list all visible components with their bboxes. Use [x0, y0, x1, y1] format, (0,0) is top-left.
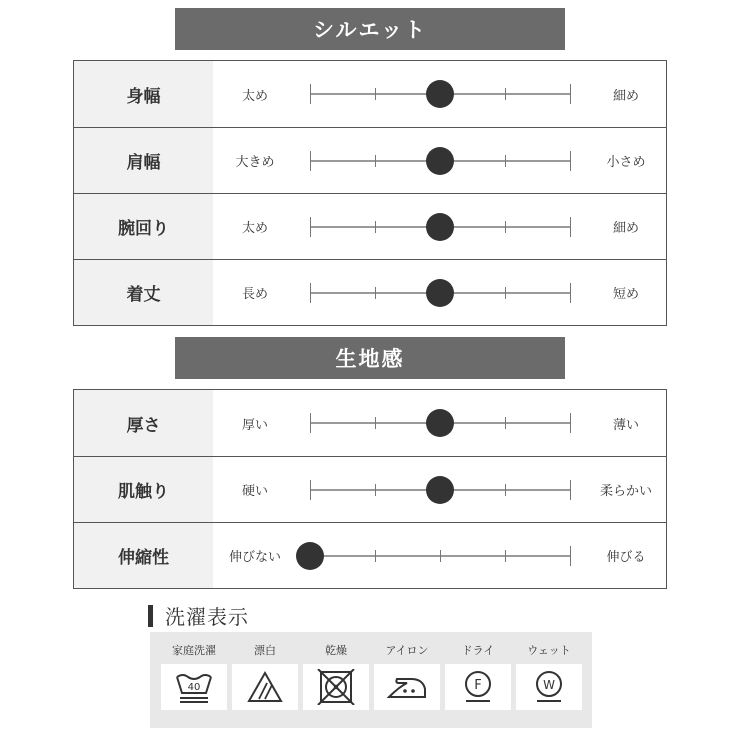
- care-label: アイロン: [385, 644, 429, 657]
- fabric-header: [175, 337, 565, 379]
- care-title-bar: [148, 605, 153, 627]
- care-item: [516, 632, 582, 728]
- scale-indicator: [296, 542, 324, 570]
- row-label: 伸縮性: [74, 523, 213, 588]
- care-title: [148, 601, 249, 630]
- scale-tick: [375, 88, 376, 100]
- scale-tick: [375, 287, 376, 299]
- scale-tick: [570, 283, 571, 303]
- bleach-icon: [232, 664, 298, 710]
- scale-tick: [570, 413, 571, 433]
- scale-tick: [505, 287, 506, 299]
- svg-text:W: W: [543, 678, 555, 692]
- left-scale-label: 太め: [241, 221, 268, 236]
- care-label: ウェット: [527, 644, 571, 657]
- silhouette-header: [175, 8, 565, 50]
- right-scale-label: 柔らかい: [599, 484, 652, 499]
- care-title-text: 洗濯表示: [165, 605, 249, 629]
- row-label: 腕回り: [74, 194, 213, 259]
- right-scale-label: 細め: [612, 88, 639, 104]
- scale-tick: [375, 155, 376, 167]
- care-box: [150, 632, 592, 728]
- scale-tick: [505, 155, 506, 167]
- scale-row: [74, 193, 666, 259]
- scale-indicator: [426, 147, 454, 175]
- care-item: [161, 632, 227, 728]
- scale-tick: [375, 550, 376, 562]
- scale-row: [74, 390, 666, 456]
- scale-tick: [570, 151, 571, 171]
- right-scale-label: 細め: [612, 221, 639, 236]
- right-scale-label: 伸びる: [606, 550, 646, 565]
- care-label: 乾燥: [325, 644, 347, 657]
- scale-indicator: [426, 409, 454, 437]
- silhouette-title: シルエット: [312, 18, 428, 42]
- row-label: 肌触り: [74, 457, 213, 522]
- scale-indicator: [426, 476, 454, 504]
- row-label: 肩幅: [74, 128, 213, 193]
- care-label: ドライ: [461, 644, 495, 657]
- scale-tick: [570, 546, 571, 566]
- scale-row: [74, 259, 666, 325]
- scale-tick: [505, 221, 506, 233]
- scale-tick: [375, 417, 376, 429]
- scale-tick: [505, 484, 506, 496]
- scale-indicator: [426, 213, 454, 241]
- row-label: 身幅: [74, 61, 213, 127]
- scale-tick: [505, 550, 506, 562]
- scale-tick: [505, 88, 506, 100]
- scale-tick: [570, 480, 571, 500]
- care-item: [303, 632, 369, 728]
- left-scale-label: 長め: [241, 287, 268, 302]
- row-label: 厚さ: [74, 390, 213, 456]
- left-scale-label: 太め: [241, 88, 268, 104]
- left-scale-label: 硬い: [241, 484, 268, 499]
- care-label: 家庭洗濯: [172, 644, 216, 657]
- scale-row: [74, 522, 666, 588]
- wet-clean-w-icon: [516, 664, 582, 710]
- right-scale-label: 小さめ: [606, 155, 646, 170]
- fabric-table: [73, 389, 667, 589]
- scale-indicator: [426, 80, 454, 108]
- scale-tick: [310, 217, 311, 237]
- right-scale-label: 短め: [612, 287, 639, 302]
- scale-row: [74, 456, 666, 522]
- scale-tick: [570, 217, 571, 237]
- wash-40-icon: [161, 664, 227, 710]
- dry-clean-f-icon: [445, 664, 511, 710]
- fabric-title: 生地感: [335, 347, 405, 371]
- right-scale-label: 薄い: [612, 417, 639, 433]
- silhouette-table: [73, 60, 667, 326]
- svg-text:F: F: [474, 678, 482, 693]
- svg-text:40: 40: [187, 682, 201, 693]
- scale-indicator: [426, 279, 454, 307]
- care-item: [232, 632, 298, 728]
- scale-tick: [310, 84, 311, 104]
- scale-tick: [310, 283, 311, 303]
- scale-tick: [310, 480, 311, 500]
- scale-row: [74, 127, 666, 193]
- iron-icon: [374, 664, 440, 710]
- scale-tick: [505, 417, 506, 429]
- left-scale-label: 厚い: [241, 417, 268, 433]
- scale-tick: [440, 550, 441, 562]
- row-label: 着丈: [74, 260, 213, 325]
- left-scale-label: 大きめ: [235, 155, 275, 170]
- scale-tick: [310, 413, 311, 433]
- scale-tick: [570, 84, 571, 104]
- care-item: [445, 632, 511, 728]
- left-scale-label: 伸びない: [228, 550, 281, 565]
- care-item: [374, 632, 440, 728]
- no-tumble-dry-icon: [303, 664, 369, 710]
- scale-tick: [310, 151, 311, 171]
- scale-tick: [375, 484, 376, 496]
- scale-tick: [375, 221, 376, 233]
- care-label: 漂白: [254, 644, 276, 657]
- scale-row: [74, 61, 666, 127]
